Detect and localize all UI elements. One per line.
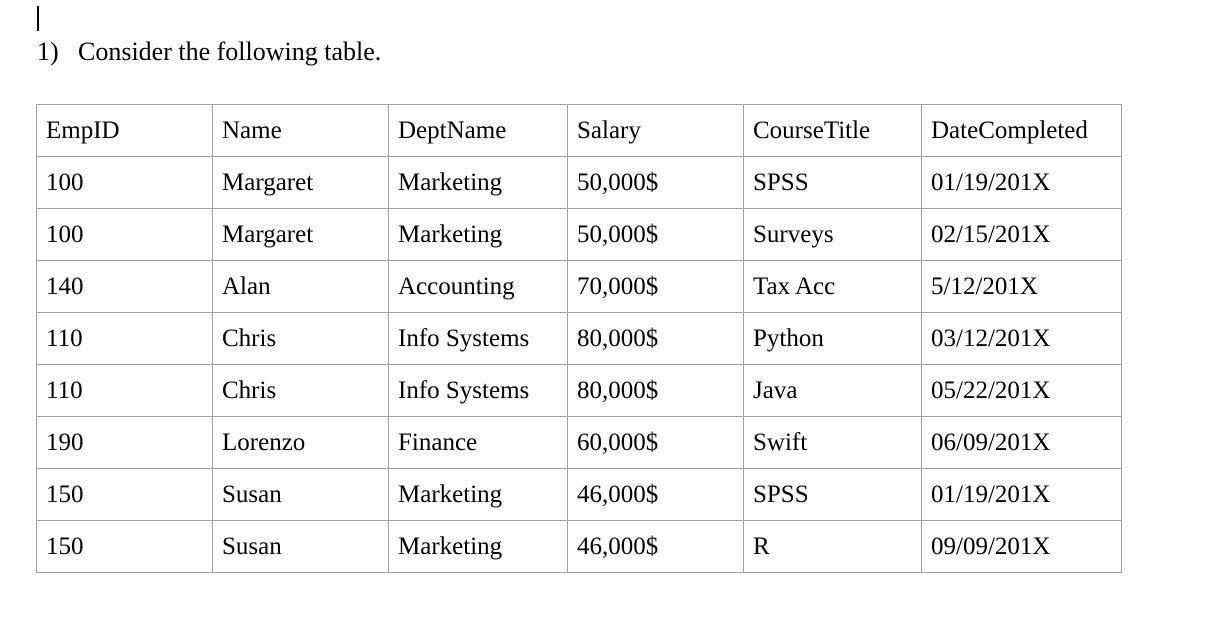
question-number: 1) xyxy=(37,37,59,66)
header-name: Name xyxy=(213,105,389,157)
cell-salary: 46,000$ xyxy=(568,469,744,521)
table-row xyxy=(37,365,1122,417)
cell-deptname: Marketing xyxy=(389,157,568,209)
employee-course-table xyxy=(36,104,1122,573)
header-empid: EmpID xyxy=(37,105,213,157)
cell-datecompleted: 05/22/201X xyxy=(922,365,1122,417)
cell-name: Susan xyxy=(213,521,389,573)
cell-empid: 190 xyxy=(37,417,213,469)
header-deptname: DeptName xyxy=(389,105,568,157)
cell-coursetitle: Tax Acc xyxy=(744,261,922,313)
header-coursetitle: CourseTitle xyxy=(744,105,922,157)
cell-salary: 46,000$ xyxy=(568,521,744,573)
cell-salary: 70,000$ xyxy=(568,261,744,313)
table-row xyxy=(37,469,1122,521)
table-row xyxy=(37,209,1122,261)
cell-coursetitle: R xyxy=(744,521,922,573)
cell-datecompleted: 01/19/201X xyxy=(922,157,1122,209)
cell-salary: 50,000$ xyxy=(568,157,744,209)
cell-name: Lorenzo xyxy=(213,417,389,469)
cell-name: Susan xyxy=(213,469,389,521)
table-row xyxy=(37,417,1122,469)
cell-empid: 100 xyxy=(37,209,213,261)
cell-datecompleted: 02/15/201X xyxy=(922,209,1122,261)
table-row xyxy=(37,521,1122,573)
cell-coursetitle: SPSS xyxy=(744,157,922,209)
text-cursor xyxy=(37,6,39,31)
header-datecompleted: DateCompleted xyxy=(922,105,1122,157)
cell-deptname: Info Systems xyxy=(389,313,568,365)
cell-salary: 80,000$ xyxy=(568,313,744,365)
cell-deptname: Marketing xyxy=(389,521,568,573)
cell-name: Alan xyxy=(213,261,389,313)
cell-name: Margaret xyxy=(213,157,389,209)
cell-datecompleted: 06/09/201X xyxy=(922,417,1122,469)
header-salary: Salary xyxy=(568,105,744,157)
cell-datecompleted: 5/12/201X xyxy=(922,261,1122,313)
cell-salary: 50,000$ xyxy=(568,209,744,261)
cell-empid: 140 xyxy=(37,261,213,313)
cell-datecompleted: 01/19/201X xyxy=(922,469,1122,521)
cell-deptname: Finance xyxy=(389,417,568,469)
cell-empid: 110 xyxy=(37,313,213,365)
table-row xyxy=(37,157,1122,209)
cell-salary: 60,000$ xyxy=(568,417,744,469)
question-line xyxy=(37,36,381,68)
cell-coursetitle: Swift xyxy=(744,417,922,469)
cell-empid: 150 xyxy=(37,521,213,573)
cell-coursetitle: SPSS xyxy=(744,469,922,521)
cell-name: Chris xyxy=(213,365,389,417)
table-row xyxy=(37,261,1122,313)
cell-name: Chris xyxy=(213,313,389,365)
cell-datecompleted: 09/09/201X xyxy=(922,521,1122,573)
cell-deptname: Marketing xyxy=(389,209,568,261)
cell-salary: 80,000$ xyxy=(568,365,744,417)
table-header-row xyxy=(37,105,1122,157)
cell-datecompleted: 03/12/201X xyxy=(922,313,1122,365)
cell-coursetitle: Python xyxy=(744,313,922,365)
cell-coursetitle: Java xyxy=(744,365,922,417)
cell-deptname: Marketing xyxy=(389,469,568,521)
cell-name: Margaret xyxy=(213,209,389,261)
table-row xyxy=(37,313,1122,365)
cell-coursetitle: Surveys xyxy=(744,209,922,261)
cell-empid: 100 xyxy=(37,157,213,209)
cell-deptname: Info Systems xyxy=(389,365,568,417)
cell-empid: 110 xyxy=(37,365,213,417)
cell-empid: 150 xyxy=(37,469,213,521)
question-text: Consider the following table. xyxy=(78,37,382,66)
cell-deptname: Accounting xyxy=(389,261,568,313)
